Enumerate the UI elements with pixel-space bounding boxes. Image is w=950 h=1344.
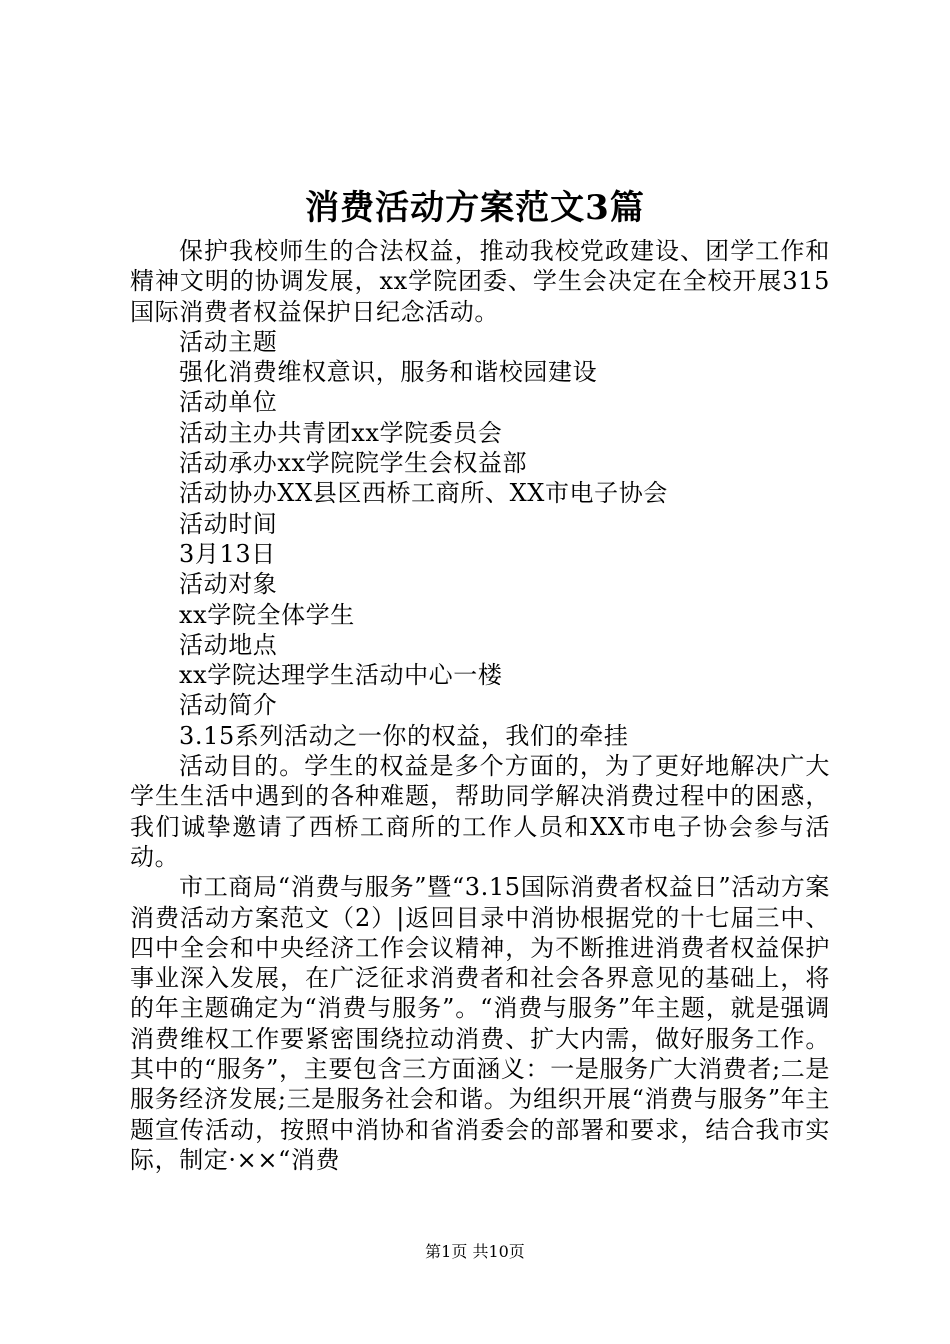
body-line: 活动主题: [179, 327, 278, 356]
body-line: xx学院全体学生: [179, 600, 355, 629]
body-paragraph: 市工商局“消费与服务”暨“3.15国际消费者权益日”活动方案消费活动方案范文（2）|返回目录中消协根据党的十七届三中、四中全会和中央经济工作会议精神，为不断推进消费者权益保护事业深入发展，在广泛征求消费者和社会各界意见的基础上，将的年主题确定为“消费与服务”。“消费与服务”年主题，就是强调消费维权工作要紧密围绕拉动消费、扩大内需，做好服务工作。其中的“服务”，主要包含三方面涵义：一是服务广大消费者;二是服务经济发展;三是服务社会和谐。为组织开展“消费与服务”年主题宣传活动，按照中消协和省消委会的部署和要求，结合我市实际，制定·××“消费: [130, 873, 830, 1174]
body-line: 活动协办XX县区西桥工商所、XX市电子协会: [179, 479, 668, 508]
body-line: 活动对象: [179, 570, 278, 599]
body-paragraph: 保护我校师生的合法权益，推动我校党政建设、团学工作和精神文明的协调发展，xx学院团委、学生会决定在全校开展315国际消费者权益保护日纪念活动。: [130, 237, 830, 326]
page-number: 第1页 共10页: [425, 1242, 525, 1261]
body-line: 3.15系列活动之一你的权益，我们的牵挂: [179, 721, 629, 750]
body-line: 活动主办共青团xx学院委员会: [179, 418, 503, 447]
document-body: [130, 236, 830, 1175]
body-line: 强化消费维权意识，服务和谐校园建设: [179, 358, 598, 387]
body-line: xx学院达理学生活动中心一楼: [179, 661, 503, 690]
body-line: 活动单位: [179, 388, 278, 417]
body-line: 活动地点: [179, 630, 278, 659]
document-title: 消费活动方案范文3篇: [305, 188, 645, 228]
body-line: 活动承办xx学院院学生会权益部: [179, 449, 528, 478]
body-line: 3月13日: [179, 539, 276, 568]
body-line: 活动简介: [179, 691, 278, 720]
body-paragraph: 活动目的。学生的权益是多个方面的，为了更好地解决广大学生生活中遇到的各种难题，帮助同学解决消费过程中的困惑，我们诚挚邀请了西桥工商所的工作人员和XX市电子协会参与活动。: [130, 752, 830, 871]
body-line: 活动时间: [179, 509, 278, 538]
